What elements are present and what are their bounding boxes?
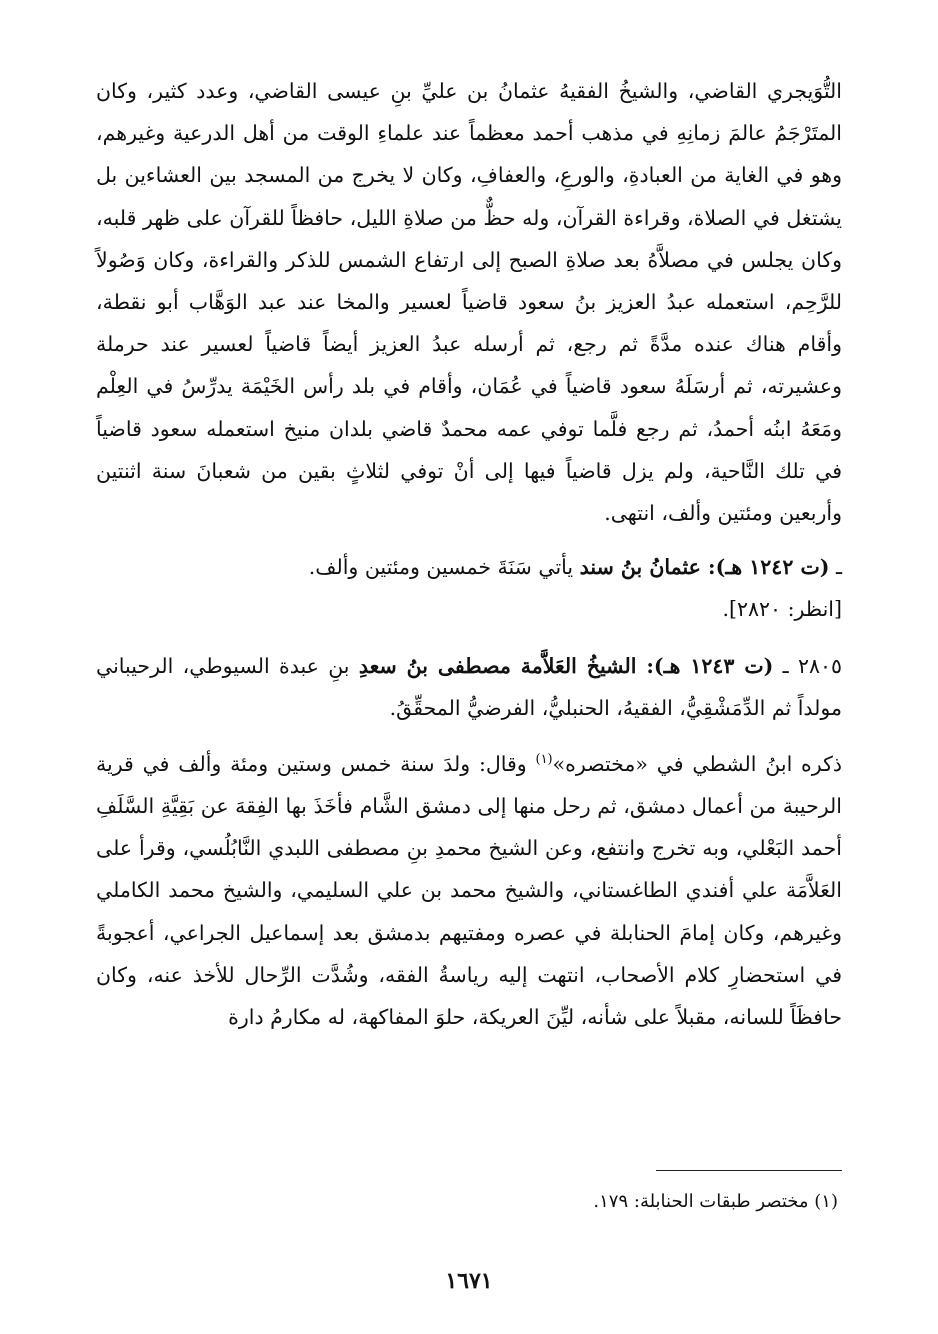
main-text [96,70,842,1038]
page-number: ١٦٧١ [445,1268,493,1294]
entry-ref-prefix: ـ [829,555,842,580]
entry-2805-text: بنِ عبدة السيوطي، الرحيباني مولداً ثم الدِّمَشْقِيُّ، الفقيهُ، الحنبليُّ، الفرضيُّ المحقِّقُ. [96,653,842,720]
footnote: (١) مختصر طبقات الحنابلة: ١٧٩. [593,1191,838,1212]
entry-ref-see: [انظر: ٢٨٢٠]. [722,597,842,622]
footnote-marker: (١) [535,752,553,768]
paragraph-start: ذكره ابنُ الشطي في «مختصره» [552,751,842,776]
entry-2805-title [96,645,842,729]
paragraph-rest: وقال: ولدَ سنة خمس وستين ومئة وألف في قرية الرحيبة من أعمال دمشق، ثم رحل منها إلى دمشق الشَّام فأخَذَ بها الفِقهَ عن بَقِيَّةِ السَّلَفِ أحمد البَعْلي، وبه تخرج وانتفع، وعن الشيخ محمدِ بنِ مصطفى اللبدي النَّابُلُسي، وقرأ على العَلاَّمَة علي أفندي الطاغستاني، والشيخ محمد بن علي السليمي، والشيخ محمد الكاملي وغيرهم، وكان إمامَ الحنابلة في عصره ومفتيهم بدمشق بعد إسماعيل الجراعي، أعجوبةً في استحضارِ كلام الأصحاب، انتهت إليه رياسةُ الفقه، وشُدَّت الرِّحال للأخذ عنه، وكان حافظَاً للسانه، مقبلاً على شأنه، ليِّنَ العريكة، حلوَ المفاكهة، له مكارمُ دارة [96,751,842,1030]
entry-ref-heading: (ت ١٢٤٢ هـ): عثمانُ بنُ سند [579,555,830,580]
entry-ref-text: يأتي سَنَةَ خمسين ومئتين وألف. [308,555,580,580]
entry-2805-number: ٢٨٠٥ ـ [773,653,842,678]
entry-cross-reference [96,546,842,630]
entry-2805-heading: (ت ١٢٤٣ هـ): الشيخُ العَلاَّمة مصطفى بنُ سعدِ [358,653,774,678]
continued-paragraph: التُّوَيجري القاضي، والشيخُ الفقيهُ عثمانُ بن عليِّ بنِ عيسى القاضي، وعدد كثير، وكان المتَرْجَمُ عالمَ زمانِهِ في مذهب أحمد معظماً عند علماءِ الوقت من أهل الدرعية وغيرهم، وهو في الغاية من العبادةِ، والورعِ، والعفافِ، وكان لا يخرج من المسجد بين العشاءين بل يشتغل في الصلاة، وقراءة القرآن، وله حظٌّ من صلاةِ الليل، حافظاً للقرآن على ظهر قلبه، وكان يجلس في مصلاَّهُ بعد صلاةِ الصبح إلى ارتفاع الشمس للذكر والقراءة، وكان وَصُولاً للرَّحِم، استعمله عبدُ العزيز بنُ سعود قاضياً لعسير والمخا عند عبد الوَهَّاب أبو نقطة، وأقام هناك عنده مدَّةً ثم رجع، ثم أرسله عبدُ العزيز أيضاً قاضياً لعسير عند حرملة وعشيرته، ثم أرسَلَهُ سعود قاضياً في عُمَان، وأقام في بلد رأس الخَيْمَة يدرِّسُ في العِلْم ومَعَهُ ابنُه أحمدُ، ثم رجع فلَّما توفي عمه محمدٌ قاضي بلدان منيخ استعمله سعود قاضياً في تلك النَّاحية، ولم يزل قاضياً فيها إلى أنْ توفي لثلاثٍ بقين من شعبانَ سنة اثنتين وأربعين ومئتين وألف، انتهى. [96,79,842,526]
entry-2805-paragraph [96,739,842,1038]
footnote-divider [656,1170,842,1171]
